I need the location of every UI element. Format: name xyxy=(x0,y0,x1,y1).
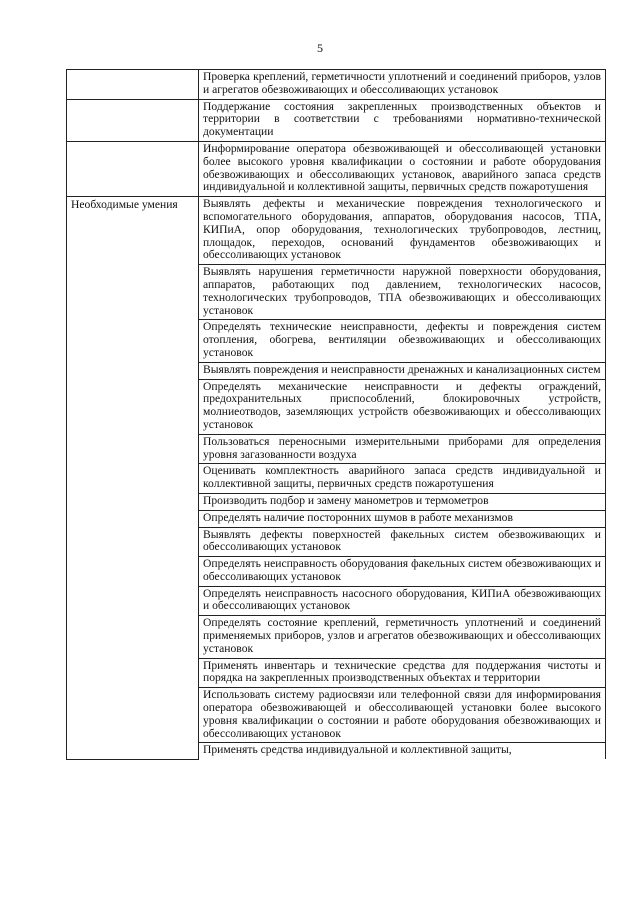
row-text: Выявлять дефекты поверхностей факельных систем обезвоживающих и обессоливающих установок xyxy=(199,527,606,557)
row-text: Применять средства индивидуальной и коллективной защиты, xyxy=(199,743,606,759)
row-text: Поддержание состояния закрепленных производственных объектов и территории в соответствии с требованиями нормативно-технической документации xyxy=(199,99,606,141)
row-text: Определять технические неисправности, дефекты и повреждения систем отопления, обогрева, вентиляции обезвоживающих и обессоливающих установок xyxy=(199,320,606,362)
row-label xyxy=(67,141,199,196)
row-text: Применять инвентарь и технические средства для поддержания чистоты и порядка на закрепленных производственных объектах и территории xyxy=(199,658,606,688)
row-text: Определять неисправность оборудования факельных систем обезвоживающих и обессоливающих установок xyxy=(199,557,606,587)
row-text: Определять состояние креплений, герметичность уплотнений и соединений применяемых приборов, узлов и агрегатов обезвоживающих и обессоливающих установок xyxy=(199,616,606,658)
page-number: 5 xyxy=(317,41,323,55)
requirements-table xyxy=(66,69,606,760)
row-text: Использовать систему радиосвязи или телефонной связи для информирования оператора обезвоживающей и обессоливающей установки более высокого уровня квалификации о состоянии и работе оборудования обезвоживающих и обессоливающих установок xyxy=(199,688,606,743)
row-text: Оценивать комплектность аварийного запаса средств индивидуальной и коллективной защиты, первичных средств пожаротушения xyxy=(199,464,606,494)
row-label xyxy=(67,70,199,100)
row-text: Проверка креплений, герметичности уплотнений и соединений приборов, узлов и агрегатов обезвоживающих и обессоливающих установок xyxy=(199,70,606,100)
row-text: Выявлять дефекты и механические повреждения технологического и вспомогательного оборудования, аппаратов, оборудования насосов, ТПА, КИПиА, опор оборудования, технологических трубопроводов, лестниц, площадок, переходов, оснований фундаментов обезвоживающих и обессоливающих установок xyxy=(199,197,606,265)
row-label xyxy=(67,99,199,141)
section-label-necessary-skills: Необходимые умения xyxy=(67,197,199,760)
row-text: Определять наличие посторонних шумов в работе механизмов xyxy=(199,510,606,527)
table-row xyxy=(67,70,606,100)
row-text: Выявлять нарушения герметичности наружной поверхности оборудования, аппаратов, работающих под давлением, технологических насосов, технологических трубопроводов, ТПА обезвоживающих и обессоливающих установок xyxy=(199,265,606,320)
row-text: Определять неисправность насосного оборудования, КИПиА обезвоживающих и обессоливающих установок xyxy=(199,586,606,616)
row-text: Информирование оператора обезвоживающей и обессоливающей установки более высокого уровня квалификации о состоянии и работе оборудования обезвоживающих и обессоливающих установок, аварийного запаса средств индивидуальной и коллективной защиты, первичных средств пожаротушения xyxy=(199,141,606,196)
row-text: Выявлять повреждения и неисправности дренажных и канализационных систем xyxy=(199,362,606,379)
row-text: Определять механические неисправности и дефекты ограждений, предохранительных приспособлений, блокировочных устройств, молниеотводов, заземляющих устройств обезвоживающих и обессоливающих установок xyxy=(199,379,606,434)
row-text: Производить подбор и замену манометров и термометров xyxy=(199,493,606,510)
row-text: Пользоваться переносными измерительными приборами для определения уровня загазованности воздуха xyxy=(199,434,606,464)
table-row xyxy=(67,99,606,141)
table-row xyxy=(67,141,606,196)
table-row xyxy=(67,197,606,265)
